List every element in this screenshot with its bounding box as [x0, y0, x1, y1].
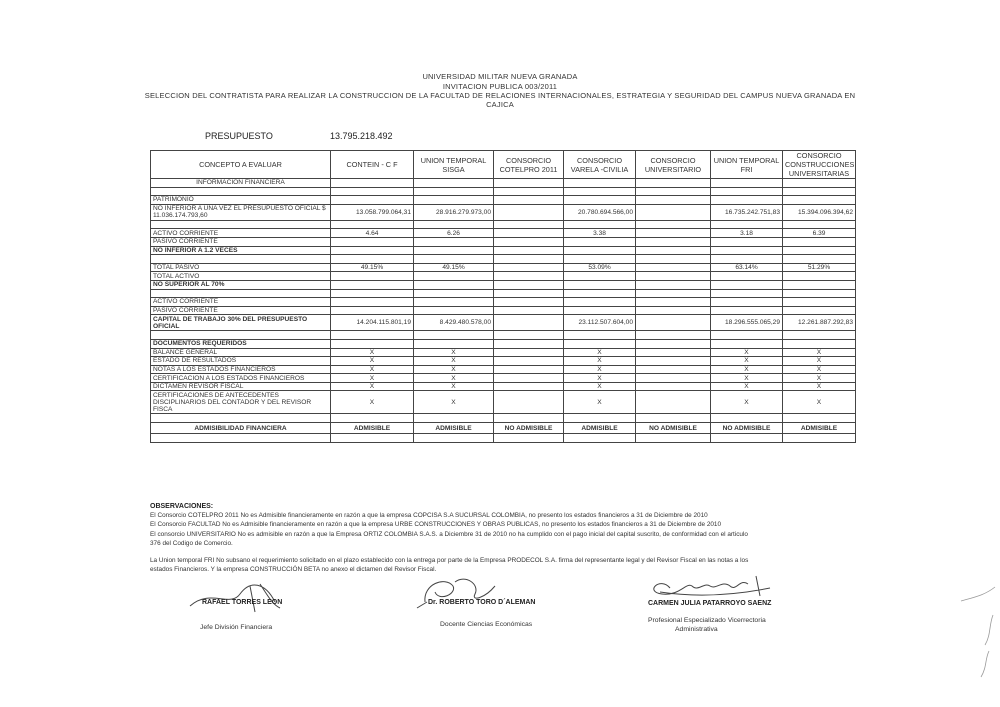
row-label: DICTAMEN REVISOR FISCAL: [151, 382, 331, 391]
table-row: [151, 289, 856, 298]
observacion-line: El Consorcio COTELPRO 2011 No es Admisible financieramente en razón a que la empresa COPCISA S.A SUCURSAL COLOMBIA, no presento los estados financieros a 31 de Diciembre de 2010: [150, 512, 708, 519]
status-cell: NO ADMISIBLE: [636, 423, 711, 434]
table-cell: [494, 204, 564, 220]
table-cell: 51.29%: [783, 263, 856, 272]
table-cell: X: [711, 357, 783, 366]
table-cell: [494, 357, 564, 366]
status-cell: NO ADMISIBLE: [494, 423, 564, 434]
table-cell: X: [783, 348, 856, 357]
table-cell: 18.296.555.065,29: [711, 315, 783, 331]
table-cell: X: [783, 357, 856, 366]
table-cell: 8.429.480.578,00: [414, 315, 494, 331]
table-cell: X: [414, 374, 494, 383]
table-cell: X: [414, 391, 494, 414]
column-header: CONCEPTO A EVALUAR: [151, 151, 331, 179]
table-cell: [494, 365, 564, 374]
status-cell: NO ADMISIBLE: [711, 423, 783, 434]
row-label: ESTADO DE RESULTADOS: [151, 357, 331, 366]
row-label: CERTIFICACIONES DE ANTECEDENTES DISCIPLINARIOS DEL CONTADOR Y DEL REVISOR FISCA: [151, 391, 331, 414]
observacion-line: El Consorcio FACULTAD No es Admisible financieramente en razón a que la empresa URBE CONSTRUCCIONES Y OBRAS PUBLICAS, no presento los estados financieros a 31 de Diciembre de 2010: [150, 521, 722, 528]
table-cell: 6.39: [783, 229, 856, 238]
row-label: TOTAL PASIVO: [151, 263, 331, 272]
table-row: [151, 306, 856, 315]
table-cell: 15.394.096.394,62: [783, 204, 856, 220]
signature-scribble-1: [180, 578, 300, 614]
column-header: UNION TEMPORAL FRI: [711, 151, 783, 179]
table-row: [151, 357, 856, 366]
signatory-1-role: Jefe División Financiera: [200, 624, 273, 631]
row-label: ACTIVO CORRIENTE: [151, 298, 331, 307]
signatory-3-role: Profesional Especializado Vicerrectoria: [648, 617, 766, 624]
signature-scribble-3: [640, 570, 780, 600]
table-cell: [636, 263, 711, 272]
table-cell: X: [331, 374, 414, 383]
table-cell: [636, 204, 711, 220]
table-cell: [636, 348, 711, 357]
table-cell: [636, 391, 711, 414]
observacion-line: estados Financieros. Y la empresa CONSTRUCCIÓN BETA no anexo el dictamen del Revisor Fiscal.: [150, 566, 437, 573]
row-label: BALANCE GENERAL: [151, 348, 331, 357]
table-cell: 49.15%: [331, 263, 414, 272]
table-cell: X: [783, 391, 856, 414]
signatory-2-name: Dr. ROBERTO TORO D´ALEMAN: [428, 599, 536, 606]
table-cell: X: [414, 382, 494, 391]
observaciones-title: OBSERVACIONES:: [150, 503, 214, 510]
column-header: CONTEIN - C F: [331, 151, 414, 179]
table-cell: [636, 374, 711, 383]
row-label: NOTAS A LOS ESTADOS FINANCIEROS: [151, 365, 331, 374]
table-cell: [494, 391, 564, 414]
doc-selection-title-cont: CAJICA: [486, 100, 514, 109]
evaluation-table: [150, 150, 856, 443]
table-row: [151, 391, 856, 414]
table-row: [151, 348, 856, 357]
table-cell: [636, 357, 711, 366]
section-heading: INFORMACION FINANCIERA: [151, 179, 331, 188]
table-cell: X: [564, 365, 636, 374]
column-header: CONSORCIO VARELA -CIVILIA: [564, 151, 636, 179]
admisibilidad-row: [151, 423, 856, 434]
table-row: [151, 220, 856, 229]
table-cell: [494, 382, 564, 391]
table-cell: 20.780.694.566,00: [564, 204, 636, 220]
table-row: [151, 263, 856, 272]
status-cell: ADMISIBLE: [331, 423, 414, 434]
table-row: [151, 196, 856, 205]
table-cell: X: [783, 374, 856, 383]
row-label: ADMISIBILIDAD FINANCIERA: [151, 423, 331, 434]
table-cell: X: [414, 357, 494, 366]
table-row: [151, 187, 856, 196]
table-cell: 23.112.507.604,00: [564, 315, 636, 331]
table-row: [151, 315, 856, 331]
table-row: [151, 434, 856, 443]
table-row: [151, 280, 856, 289]
table-cell: [636, 382, 711, 391]
table-cell: X: [564, 391, 636, 414]
table-cell: X: [711, 348, 783, 357]
table-row: [151, 255, 856, 264]
table-row: [151, 339, 856, 348]
table-cell: [494, 374, 564, 383]
signatory-3-name: CARMEN JULIA PATARROYO SAENZ: [648, 600, 772, 607]
row-label: CERTIFICACION A LOS ESTADOS FINANCIEROS: [151, 374, 331, 383]
table-cell: [494, 348, 564, 357]
table-cell: X: [331, 391, 414, 414]
table-row: [151, 229, 856, 238]
table-cell: 13.058.799.064,31: [331, 204, 414, 220]
table-cell: 3.18: [711, 229, 783, 238]
row-label: ACTIVO CORRIENTE: [151, 229, 331, 238]
table-cell: X: [711, 374, 783, 383]
table-row: [151, 179, 856, 188]
status-cell: ADMISIBLE: [414, 423, 494, 434]
table-cell: [636, 229, 711, 238]
table-cell: 63.14%: [711, 263, 783, 272]
table-cell: X: [711, 365, 783, 374]
table-cell: X: [331, 382, 414, 391]
column-header: CONSORCIO CONSTRUCCIONES UNIVERSITARIAS: [783, 151, 856, 179]
row-label: NO SUPERIOR AL 70%: [151, 280, 331, 289]
presupuesto-label: PRESUPUESTO: [205, 131, 273, 141]
status-cell: ADMISIBLE: [783, 423, 856, 434]
table-cell: X: [564, 382, 636, 391]
table-cell: [494, 229, 564, 238]
table-cell: 16.735.242.751,83: [711, 204, 783, 220]
table-row: [151, 414, 856, 423]
table-cell: X: [414, 365, 494, 374]
observacion-line: La Union temporal FRI No subsano el requerimiento solicitado en el plazo establecido con la entrega por parte de la Empresa PRODECOL S.A. firma del representante legal y del Revisor Fiscal en las notas a los: [150, 557, 749, 564]
table-row: [151, 298, 856, 307]
table-cell: X: [331, 365, 414, 374]
table-cell: 6.26: [414, 229, 494, 238]
row-label: TOTAL ACTIVO: [151, 272, 331, 281]
status-cell: ADMISIBLE: [564, 423, 636, 434]
table-cell: 14.204.115.801,19: [331, 315, 414, 331]
section-heading: DOCUMENTOS REQUERIDOS: [151, 339, 331, 348]
table-cell: X: [783, 365, 856, 374]
row-label: CAPITAL DE TRABAJO 30% DEL PRESUPUESTO OFICIAL: [151, 315, 331, 331]
row-label: NO INFERIOR A 1.2 VECES: [151, 246, 331, 255]
table-cell: [494, 315, 564, 331]
table-row: [151, 374, 856, 383]
table-cell: X: [414, 348, 494, 357]
table-cell: 53.09%: [564, 263, 636, 272]
row-label: PASIVO CORRIENTE: [151, 237, 331, 246]
observacion-line: El consorcio UNIVERSITARIO No es admisible en razón a que la Empresa ORTIZ COLOMBIA S.A.S. a Diciembre 31 de 2010 no ha cumplido con el pago inicial del capital suscrito, de conformidad con el articulo: [150, 531, 748, 538]
observacion-line: 376 del Codigo de Comercio.: [150, 540, 233, 547]
margin-annotation: [955, 585, 999, 685]
doc-selection-title: SELECCION DEL CONTRATISTA PARA REALIZAR LA CONSTRUCCION DE LA FACULTAD DE RELACIONES INTERNACIONALES, ESTRATEGIA Y SEGURIDAD DEL CAMPUS NUEVA GRANADA EN: [144, 91, 856, 100]
signatory-3-role-cont: Administrativa: [675, 626, 718, 633]
row-label: PASIVO CORRIENTE: [151, 306, 331, 315]
column-header: UNION TEMPORAL SISGA: [414, 151, 494, 179]
table-row: [151, 365, 856, 374]
table-cell: 3.38: [564, 229, 636, 238]
table-cell: 12.261.887.292,83: [783, 315, 856, 331]
table-cell: X: [783, 382, 856, 391]
doc-invitation-title: INVITACION PUBLICA 003/2011: [442, 82, 558, 91]
table-row: [151, 272, 856, 281]
row-label: PATRIMONIO: [151, 196, 331, 205]
doc-university-title: UNIVERSIDAD MILITAR NUEVA GRANADA: [422, 72, 578, 81]
table-cell: X: [564, 357, 636, 366]
signatory-1-name: RAFAEL TORRES LEON: [202, 599, 283, 606]
table-header-row: [151, 151, 856, 179]
table-row: [151, 246, 856, 255]
table-cell: [636, 365, 711, 374]
signatory-2-role: Docente Ciencias Económicas: [440, 621, 533, 628]
table-cell: [636, 315, 711, 331]
table-cell: X: [564, 374, 636, 383]
table-cell: 28.916.279.973,00: [414, 204, 494, 220]
column-header: CONSORCIO UNIVERSITARIO: [636, 151, 711, 179]
table-cell: X: [331, 348, 414, 357]
table-cell: X: [711, 382, 783, 391]
table-row: [151, 204, 856, 220]
table-cell: 4.64: [331, 229, 414, 238]
table-cell: X: [711, 391, 783, 414]
table-cell: 49.15%: [414, 263, 494, 272]
table-cell: [494, 263, 564, 272]
table-cell: X: [331, 357, 414, 366]
column-header: CONSORCIO COTELPRO 2011: [494, 151, 564, 179]
table-row: [151, 331, 856, 340]
table-cell: X: [564, 348, 636, 357]
row-label: NO INFERIOR A UNA VEZ EL PRESUPUESTO OFICIAL $ 11.036.174.793,60: [151, 204, 331, 220]
presupuesto-value: 13.795.218.492: [330, 131, 393, 141]
table-row: [151, 382, 856, 391]
table-row: [151, 237, 856, 246]
